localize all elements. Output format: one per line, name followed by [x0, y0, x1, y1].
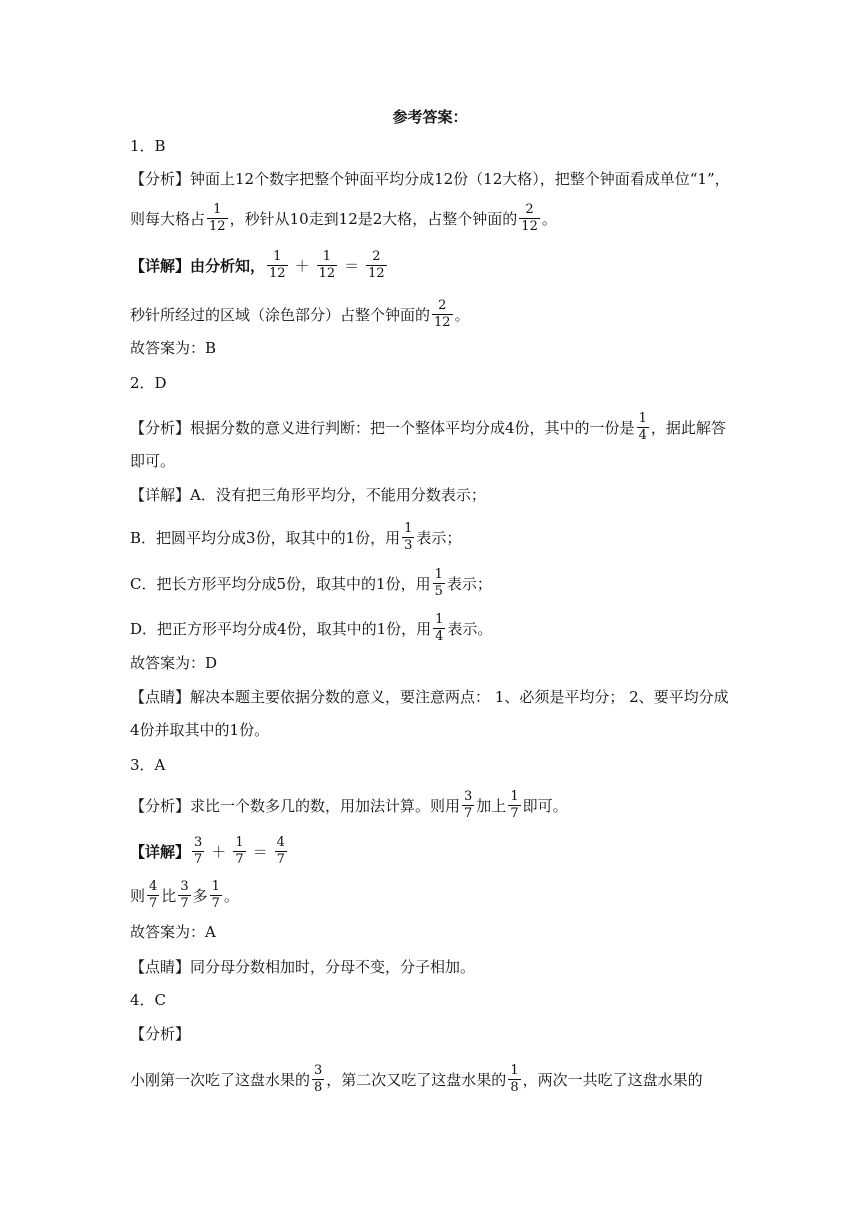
q2-detail-a: 【详解】A．没有把三角形平均分，不能用分数表示； [130, 486, 486, 504]
fraction-3-8: $\frac{3}{8}$ [314, 1063, 323, 1095]
fraction-1-12: $\frac{1}{12}$ [318, 249, 336, 281]
q2-note-line1: 【点睛】解决本题主要依据分数的意义，要注意两点： 1、必须是平均分； 2、要平均分成 [130, 688, 729, 706]
plus-sign: ＋ [211, 842, 227, 861]
q2-answer: 故答案为：D [130, 654, 218, 672]
fraction-4-7: $\frac{4}{7}$ [149, 879, 158, 911]
fraction-1-12: $\frac{1}{12}$ [209, 202, 226, 234]
q3-detail-equation: 【详解】 $\frac{3}{7}$ ＋ $\frac{1}{7}$ ＝ $\frac{4}{7}$ [130, 835, 285, 867]
q1-detail-equation [130, 249, 389, 282]
fraction-3-7: $\frac{3}{7}$ [194, 835, 203, 867]
q3-analysis: 【分析】求比一个数多几的数，用加法计算。则用 $\frac{3}{7}$ 加上 $\frac{1}{7}$ 即可。 [130, 789, 568, 821]
q2-detail-b: B．把圆平均分成3份，取其中的1份，用 $\frac{1}{3}$ 表示； [130, 521, 462, 553]
q4-heading: 4．C [130, 991, 167, 1009]
equals-sign: ＝ [344, 256, 360, 275]
fraction-1-7: $\frac{1}{7}$ [211, 879, 220, 911]
fraction-3-7: $\frac{3}{7}$ [180, 879, 189, 911]
q4-text-line: 小刚第一次吃了这盘水果的 $\frac{3}{8}$ ，第二次又吃了这盘水果的 $\frac{1}{8}$ ，两次一共吃了这盘水果的 [130, 1063, 703, 1095]
q1-analysis-line1: 【分析】钟面上12个数字把整个钟面平均分成12份（12大格），把整个钟面看成单位“1”， [130, 170, 730, 188]
fraction-1-8: $\frac{1}{8}$ [510, 1063, 519, 1095]
fraction-3-7: $\frac{3}{7}$ [464, 789, 473, 821]
equals-sign: ＝ [252, 842, 268, 861]
q3-heading: 3．A [130, 756, 166, 774]
fraction-2-12: $\frac{2}{12}$ [521, 202, 538, 234]
fraction-2-12: $\frac{2}{12}$ [434, 298, 451, 330]
q2-analysis-line1: 【分析】根据分数的意义进行判断：把一个整体平均分成4份，其中的一份是 $\frac{1}{4}$ ，据此解答 [130, 411, 726, 443]
fraction-1-7: $\frac{1}{7}$ [235, 835, 244, 867]
fraction-1-4: $\frac{1}{4}$ [435, 612, 444, 644]
q3-answer: 故答案为：A [130, 923, 216, 941]
q1-analysis-text-a: 则每大格占 [130, 209, 206, 228]
fraction-1-12: $\frac{1}{12}$ [269, 249, 286, 281]
q1-analysis-line2: 则每大格占 $\frac{1}{12}$ ，秒针从10走到12是2大格，占整个钟面的 $\frac{2}{12}$ 。 [130, 202, 557, 234]
fraction-2-12: $\frac{2}{12}$ [368, 249, 385, 281]
q2-detail-c: C．把长方形平均分成5份，取其中的1份，用 $\frac{1}{5}$ 表示； [130, 567, 492, 599]
fraction-4-7: $\frac{4}{7}$ [276, 835, 285, 867]
q2-heading: 2．D [130, 374, 167, 392]
fraction-1-5: $\frac{1}{5}$ [434, 567, 443, 599]
q2-detail-d: D．把正方形平均分成4份，取其中的1份，用 $\frac{1}{4}$ 表示。 [130, 612, 493, 644]
q3-then-line: 则 $\frac{4}{7}$ 比 $\frac{3}{7}$ 多 $\frac{1}{7}$ 。 [130, 879, 239, 911]
q1-heading: 1．B [130, 137, 166, 155]
fraction-1-7: $\frac{1}{7}$ [510, 789, 519, 821]
plus-sign: ＋ [294, 256, 310, 275]
page-title: 参考答案： [392, 108, 468, 126]
q1-detail-label: 【详解】由分析知， [130, 256, 266, 275]
q4-analysis-label: 【分析】 [130, 1025, 191, 1043]
q1-analysis-text-b: ，秒针从10走到12是2大格，占整个钟面的 [229, 209, 518, 228]
q2-note-line2: 4份并取其中的1份。 [130, 721, 270, 739]
q2-analysis-line2: 即可。 [130, 452, 176, 470]
q1-detail-line2: 秒针所经过的区域（涂色部分）占整个钟面的 $\frac{2}{12}$ 。 [130, 298, 470, 330]
fraction-1-4: $\frac{1}{4}$ [638, 411, 647, 443]
q3-note: 【点睛】同分母分数相加时，分母不变，分子相加。 [130, 958, 476, 976]
q1-answer: 故答案为：B [130, 339, 217, 357]
fraction-1-3: $\frac{1}{3}$ [404, 521, 413, 553]
